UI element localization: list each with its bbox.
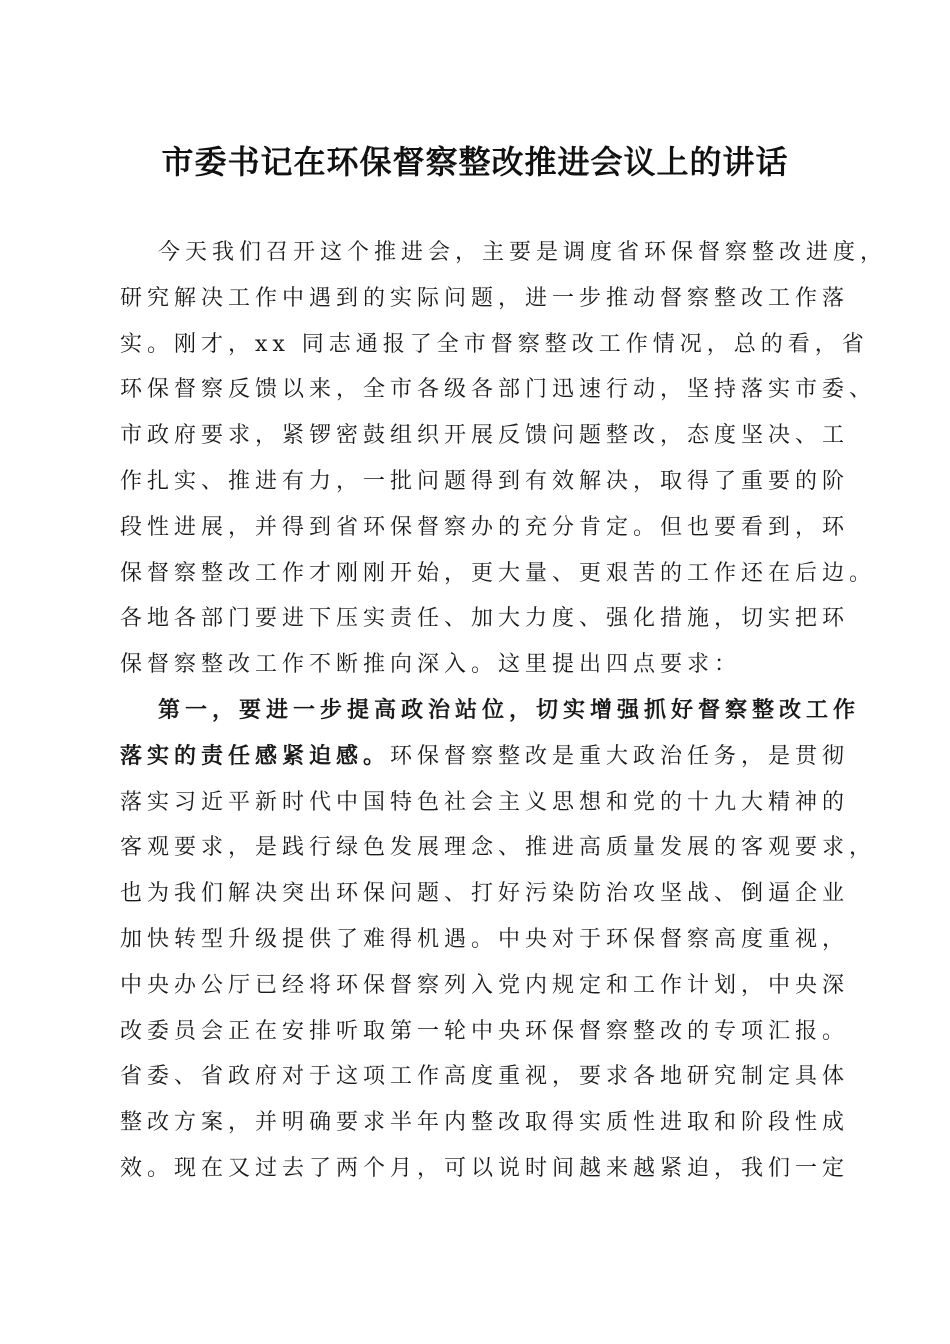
document-body	[120, 230, 888, 1192]
text-line: 保督察整改工作不断推向深入。这里提出四点要求：	[120, 652, 742, 678]
text-line: 研究解决工作中遇到的实际问题，进一步推动督察整改工作落	[120, 285, 850, 311]
document-title: 市委书记在环保督察整改推进会议上的讲话	[161, 143, 789, 181]
text-line: 中央办公厅已经将环保督察列入党内规定和工作计划，中央深	[120, 972, 850, 998]
mixed-text-line	[120, 734, 850, 780]
text-line: 也为我们解决突出环保问题、打好污染防治攻坚战、倒逼企业	[120, 881, 850, 907]
section-heading-line: 第一，要进一步提高政治站位，切实增强抓好督察整改工作	[158, 696, 861, 723]
text-line: 段性进展，并得到省环保督察办的充分肯定。但也要看到，环	[120, 514, 850, 540]
text-line: 环保督察反馈以来，全市各级各部门迅速行动，坚持落实市委、	[120, 377, 877, 403]
text-line: 保督察整改工作才刚刚开始，更大量、更艰苦的工作还在后边。	[120, 560, 877, 586]
text-line: 加快转型升级提供了难得机遇。中央对于环保督察高度重视，	[120, 926, 850, 952]
text-line: 效。现在又过去了两个月，可以说时间越来越紧迫，我们一定	[120, 1155, 850, 1181]
text-line: 客观要求，是践行绿色发展理念、推进高质量发展的客观要求，	[120, 835, 877, 861]
text-line: 作扎实、推进有力，一批问题得到有效解决，取得了重要的阶	[120, 468, 850, 494]
text-line: 市政府要求，紧锣密鼓组织开展反馈问题整改，态度坚决、工	[120, 423, 850, 449]
text-line: 今天我们召开这个推进会，主要是调度省环保督察整改进度，	[158, 240, 888, 265]
text-line: 落实习近平新时代中国特色社会主义思想和党的十九大精神的	[120, 789, 850, 815]
text-line: 改委员会正在安排听取第一轮中央环保督察整改的专项汇报。	[120, 1018, 850, 1044]
text-line: 实。刚才，xx 同志通报了全市督察整改工作情况，总的看，省	[120, 331, 869, 357]
section-heading-tail: 落实的责任感紧迫感。	[120, 742, 391, 769]
text-line: 整改方案，并明确要求半年内整改取得实质性进取和阶段性成	[120, 1110, 850, 1136]
text-segment: 环保督察整改是重大政治任务，是贯彻	[390, 743, 850, 769]
text-line: 各地各部门要进下压实责任、加大力度、强化措施，切实把环	[120, 606, 850, 632]
text-line: 省委、省政府对于这项工作高度重视，要求各地研究制定具体	[120, 1064, 850, 1090]
